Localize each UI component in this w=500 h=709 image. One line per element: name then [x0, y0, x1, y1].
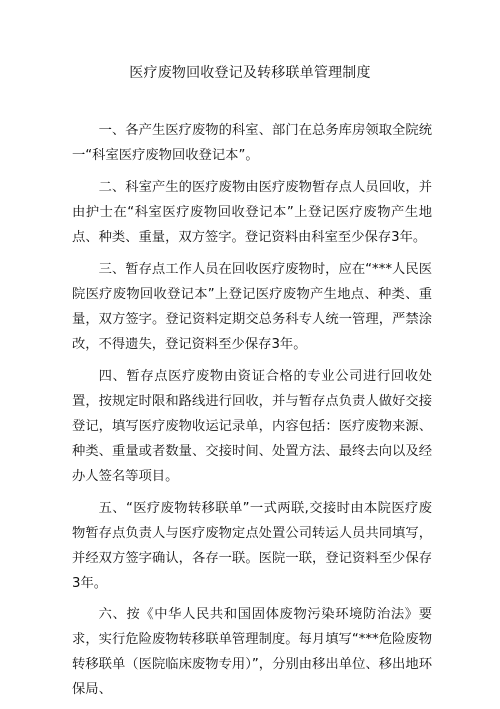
paragraph-4: 四、暂存点医疗废物由资证合格的专业公司进行回收处置，按规定时限和路线进行回收，并与暂存点负责人做好交接登记，填写医疗废物收运记录单，内容包括：医疗废物来源、种类、重量或者数量、交接时间、处置方法、最终去向以及经办人签名等项目。: [72, 369, 432, 484]
paragraph-5: 五、“医疗废物转移联单”一式两联,交接时由本院医疗废物暂存点负责人与医疗废物定点处置公司转运人员共同填写，并经双方签字确认，各存一联。医院一联，登记资料至少保存3年。: [72, 501, 432, 591]
paragraph-6: 六、按《中华人民共和国固体废物污染环境防治法》要求，实行危险废物转移联单管理制度。每月填写“***危险废物转移联单（医院临床废物专用）”，分别由移出单位、移出地环保局、: [72, 607, 432, 697]
paragraph-1: 一、各产生医疗废物的科室、部门在总务库房领取全院统一“科室医疗废物回收登记本”。: [72, 123, 432, 163]
paragraph-2: 二、科室产生的医疗废物由医疗废物暂存点人员回收，并由护士在“科室医疗废物回收登记本”上登记医疗废物产生地点、种类、重量，双方签字。登记资料由科室至少保存3年。: [72, 180, 432, 245]
document-body: [72, 118, 432, 709]
document-title: 医疗废物回收登记及转移联单管理制度: [129, 65, 371, 81]
paragraph-3: 三、暂存点工作人员在回收医疗废物时，应在“***人民医院医疗废物回收登记本”上登记医疗废物产生地点、种类、重量，双方签字。登记资料定期交总务科专人统一管理，严禁涂改，不得遗失，登记资料至少保存3年。: [72, 262, 432, 352]
